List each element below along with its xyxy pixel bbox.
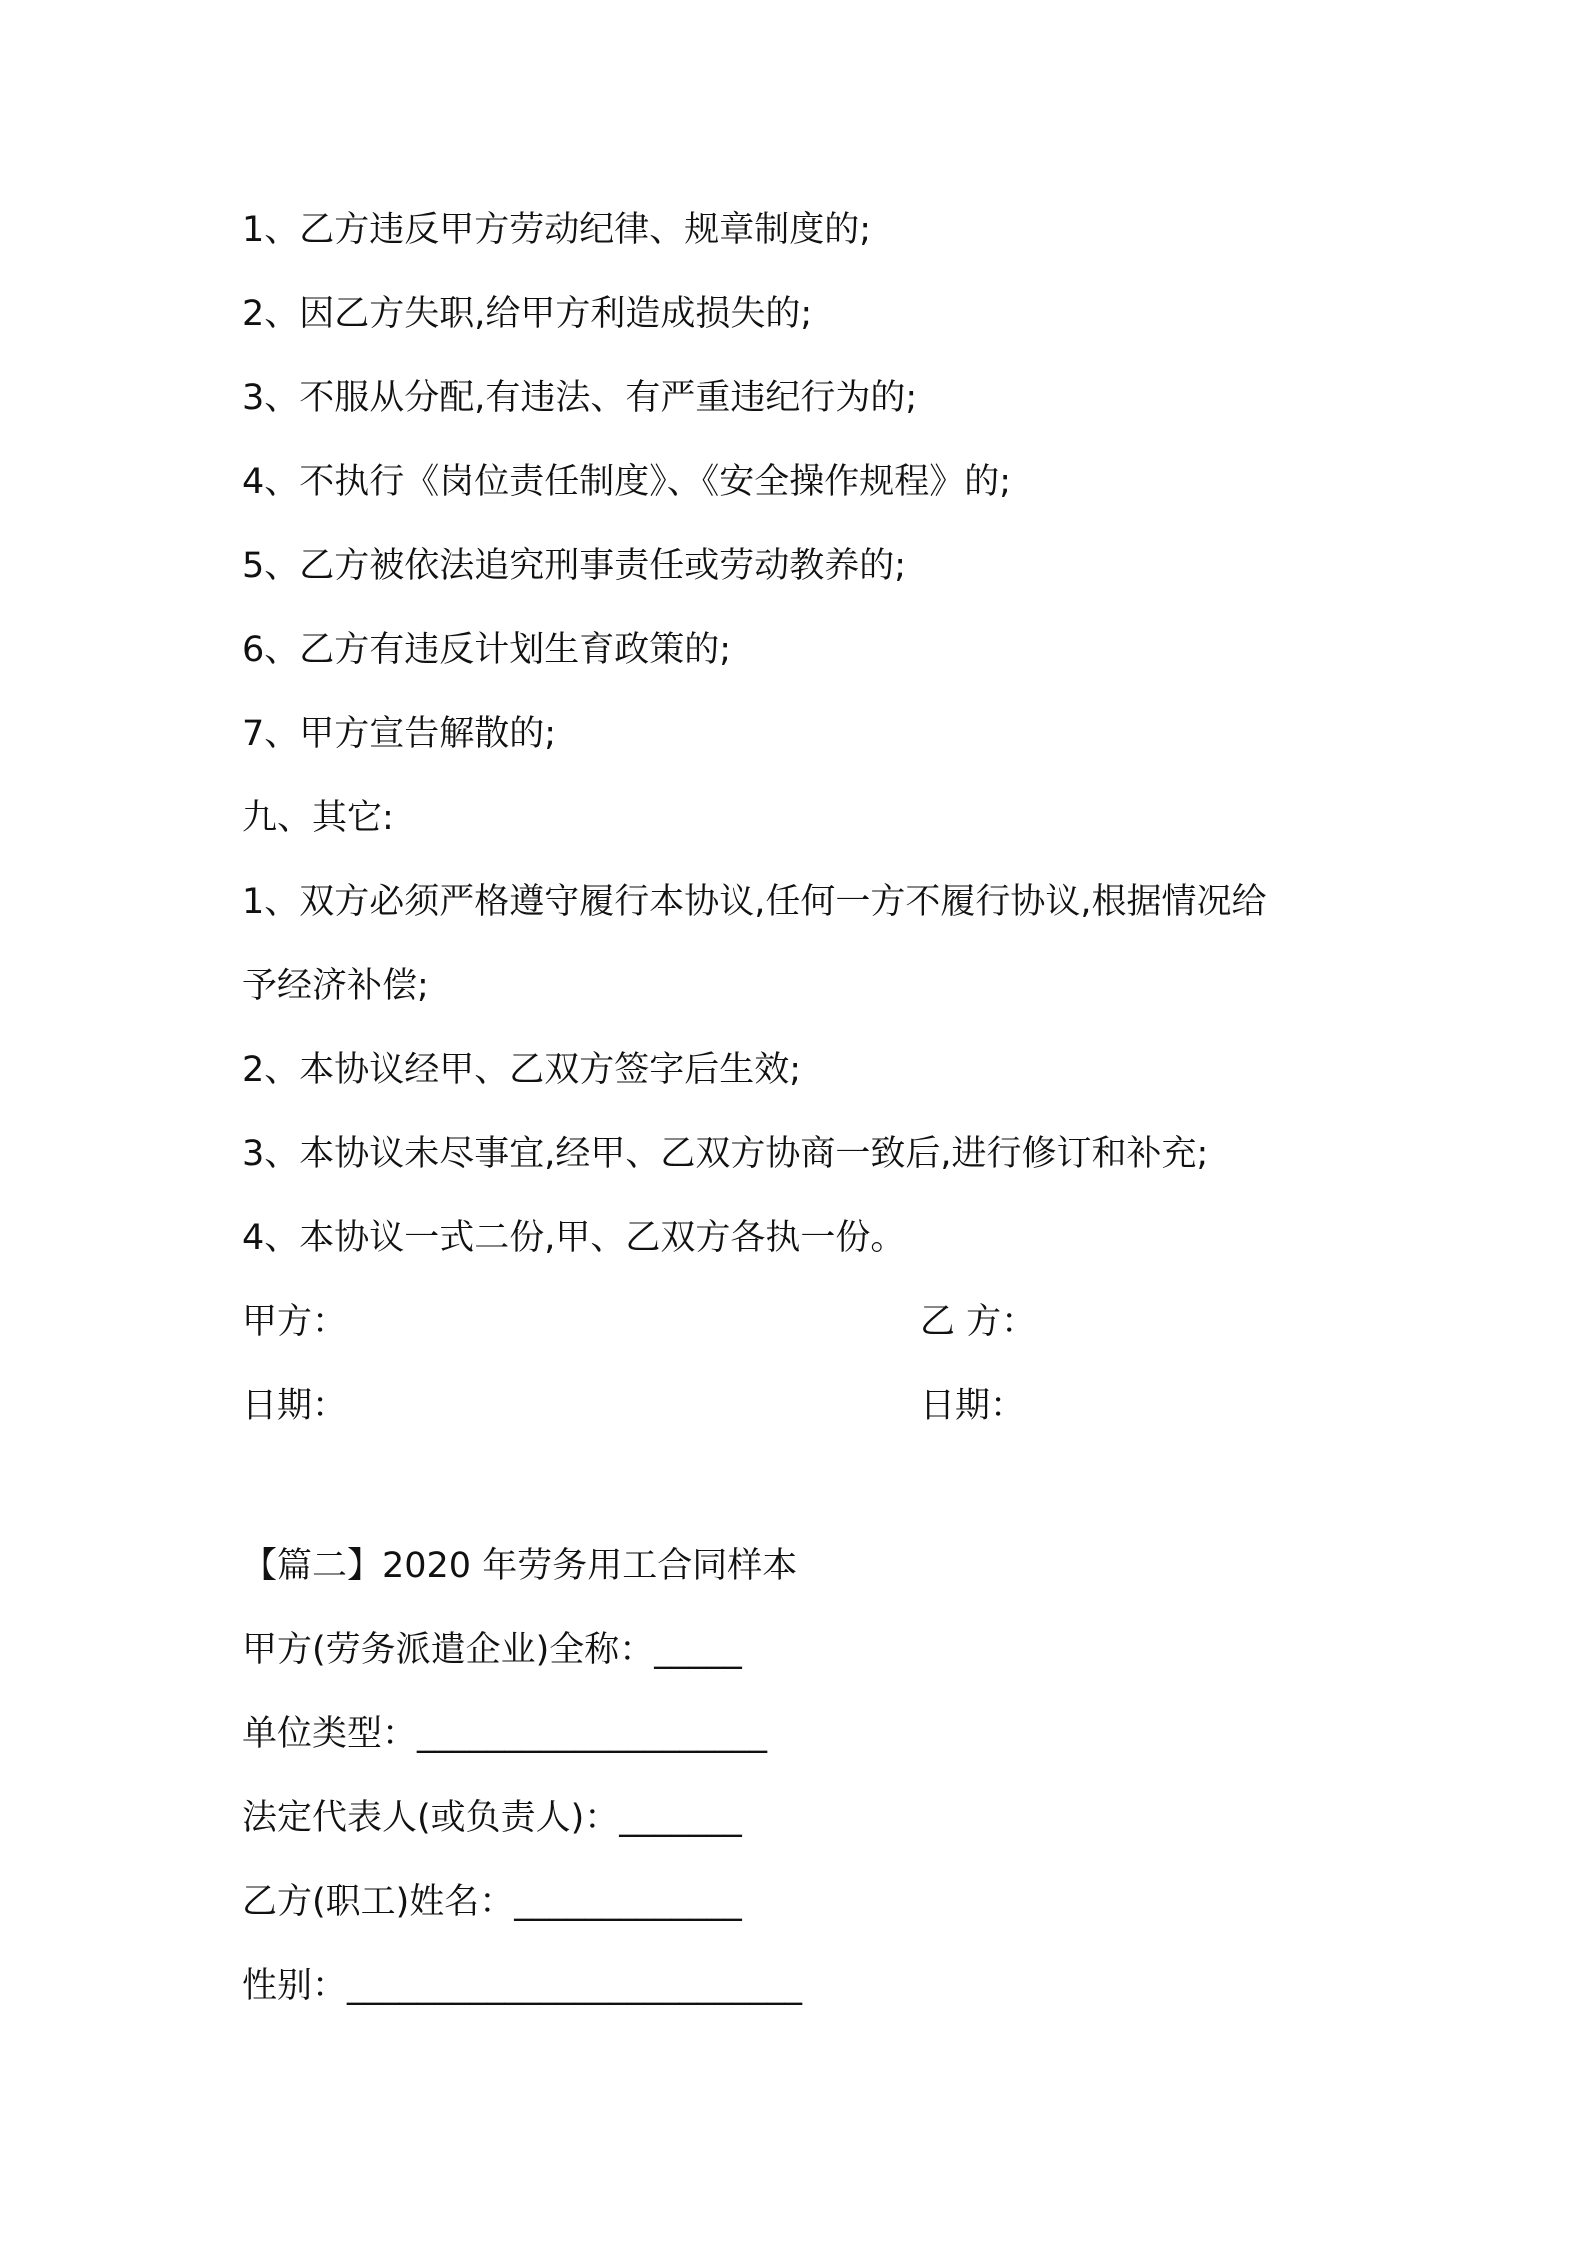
clause-8-item-3: 3、不服从分配,有违法、有严重违纪行为的; <box>242 378 918 418</box>
section-9-heading: 九、其它: <box>242 798 394 838</box>
part2-field-gender: 性别：__________________________ <box>242 1966 803 2006</box>
signature-party-b: 乙 方： <box>920 1302 1037 1342</box>
signature-date-a: 日期： <box>242 1386 348 1426</box>
part2-field-party-a-name: 甲方(劳务派遣企业)全称：_____ <box>242 1630 742 1670</box>
clause-8-item-7: 7、甲方宣告解散的; <box>242 714 557 754</box>
clause-8-item-4: 4、不执行《岗位责任制度》、《安全操作规程》的; <box>242 462 1012 502</box>
section-9-item-1-line-1: 1、双方必须严格遵守履行本协议,任何一方不履行协议,根据情况给 <box>242 882 1267 922</box>
clause-8-item-1: 1、乙方违反甲方劳动纪律、规章制度的; <box>242 210 872 250</box>
section-9-item-3: 3、本协议未尽事宜,经甲、乙双方协商一致后,进行修订和补充; <box>242 1134 1209 1174</box>
part2-field-party-b-name: 乙方(职工)姓名：_____________ <box>242 1882 742 1922</box>
clause-8-item-5: 5、乙方被依法追究刑事责任或劳动教养的; <box>242 546 907 586</box>
signature-date-b: 日期： <box>920 1386 1026 1426</box>
part2-title: 【篇二】2020 年劳务用工合同样本 <box>242 1546 798 1586</box>
clause-8-item-2: 2、因乙方失职,给甲方利造成损失的; <box>242 294 813 334</box>
signature-party-a: 甲方： <box>242 1302 348 1342</box>
part2-field-legal-rep: 法定代表人(或负责人)：_______ <box>242 1798 742 1838</box>
section-9-item-1-line-2: 予经济补偿; <box>242 966 429 1006</box>
part2-field-unit-type: 单位类型：____________________ <box>242 1714 768 1754</box>
section-9-item-2: 2、本协议经甲、乙双方签字后生效; <box>242 1050 802 1090</box>
clause-8-item-6: 6、乙方有违反计划生育政策的; <box>242 630 732 670</box>
section-9-item-4: 4、本协议一式二份,甲、乙双方各执一份。 <box>242 1218 906 1258</box>
